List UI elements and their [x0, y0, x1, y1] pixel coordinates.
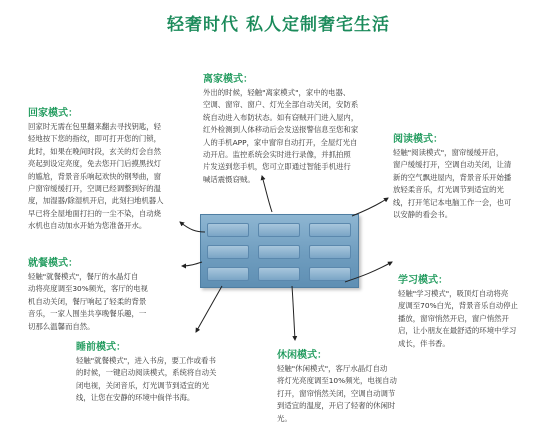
text-line: 启，让小朋友在最舒适的环境中学习	[398, 326, 517, 336]
text-line: 放轻柔音乐，灯光调节到适宜的光	[393, 185, 504, 195]
text-line: 空调、窗帘、窗户、灯光全部自动关闭，安防系	[203, 100, 359, 110]
text-line: 喊话震慑窃贼。	[203, 174, 255, 184]
away-mode-heading: 离家模式：	[203, 74, 253, 85]
text-line: 统自动进入布防状态。如有窃贼开门进入屋内，	[203, 112, 359, 122]
text-line: 户窗帘缓缓打开，空调已经调整到好的温	[28, 184, 162, 194]
text-line: 光。	[277, 413, 292, 423]
text-line: 到适宜的温度，开启了轻奢的休闲时	[277, 401, 396, 411]
text-line: 线，打开笔记本电脑工作一会，也可	[393, 197, 512, 207]
arrow-to-dining	[182, 262, 202, 266]
text-line: 打开，窗帘悄然关闭，空调自动调节	[277, 388, 396, 398]
text-line: 度，加湿器/除湿机开启，此刻扫地机器人	[28, 196, 164, 206]
text-line: 红外检测到人体移动后会发送报警信息至您和家	[203, 125, 359, 135]
text-line: 动将亮度调至30%频光，客厅的电视	[28, 284, 148, 294]
leisure-mode-heading: 休闲模式：	[277, 350, 327, 361]
text-line: 亮起到设定亮度，免去您开门后摸黑找灯	[28, 159, 162, 169]
sleep-mode-heading: 睡前模式：	[76, 342, 126, 353]
text-line: 轻地按下您的指纹，即可打开您的门锁，	[28, 134, 162, 144]
home-mode-heading: 回家模式：	[28, 108, 78, 119]
text-line: 回家时无需在包里翻来翻去寻找钥匙，轻	[28, 122, 162, 131]
text-line: 音乐，一家人围坐共享晚餐乐趣，一	[28, 309, 147, 319]
text-line: 轻触"休闲模式"，客厅水晶灯自动	[277, 364, 388, 373]
text-line: 轻触"学习模式"，吸顶灯自动将亮	[398, 289, 509, 298]
dining-mode-heading: 就餐模式：	[28, 258, 78, 269]
arrow-to-home	[180, 222, 205, 232]
arrow-to-sleep	[196, 286, 222, 332]
arrow-to-away	[262, 176, 272, 212]
text-line: 切那么温馨而自然。	[28, 321, 95, 331]
text-line: 人的手机APP，家中窗帘自动打开，全屋灯光自	[203, 137, 358, 147]
text-line: 机自动关闭，餐厅响起了轻柔的背景	[28, 296, 147, 306]
text-line: 外出的时候，轻触"离家模式"，家中的电器、	[203, 88, 351, 97]
text-line: 成长，伴书香。	[398, 338, 450, 348]
page-title: 轻奢时代 私人定制奢宅生活	[167, 15, 390, 35]
text-line: 新的空气飘进屋内，背景音乐开始播	[393, 172, 512, 182]
text-line: 轻触"阅读模式"，窗帘缓缓开启，	[393, 148, 504, 157]
text-line: 轻触"就餐模式"，餐厅的水晶灯自	[28, 272, 139, 281]
text-line: 动开启。监控系统会实时进行录像，并抓拍照	[203, 150, 351, 160]
text-line: 线，让您在安静的环境中倘佯书海。	[76, 393, 195, 403]
text-line: 以安静的看会书。	[393, 210, 453, 220]
text-line: 轻触"就餐模式"，进入书房，要工作或看书	[76, 356, 216, 365]
text-line: 将灯光亮度调至10%频光，电视自动	[277, 376, 397, 386]
text-line: 片发送到您手机，您可立即通过智能手机进行	[203, 162, 351, 172]
text-line: 早已将全屋地面打扫的一尘不染，自动烧	[28, 208, 162, 218]
arrow-to-reading	[352, 198, 388, 216]
reading-mode-heading: 阅读模式：	[393, 134, 443, 145]
text-line: 闭电视，关闭音乐，灯光调节到适宜的光	[76, 380, 210, 390]
arrow-to-study	[345, 262, 392, 282]
text-line: 的时候，一键启动阅读模式，系统将自动关	[76, 368, 217, 378]
arrow-to-leisure	[292, 286, 295, 340]
text-line: 的尴尬，背景音乐响起欢快的钢琴曲，窗	[28, 171, 162, 181]
text-line: 窗户缓缓打开，空调自动关闭，让清	[393, 160, 512, 170]
text-line: 播放，窗帘悄然开启，窗户悄然开	[398, 313, 509, 323]
text-line: 水机也自动加水开始为您准备开水。	[28, 221, 147, 231]
text-line: 度调至70%白光，背景音乐自动停止	[398, 301, 518, 311]
text-line: 此时，如果在晚间时段，玄关的灯会自然	[28, 146, 162, 156]
study-mode-heading: 学习模式：	[398, 275, 448, 286]
